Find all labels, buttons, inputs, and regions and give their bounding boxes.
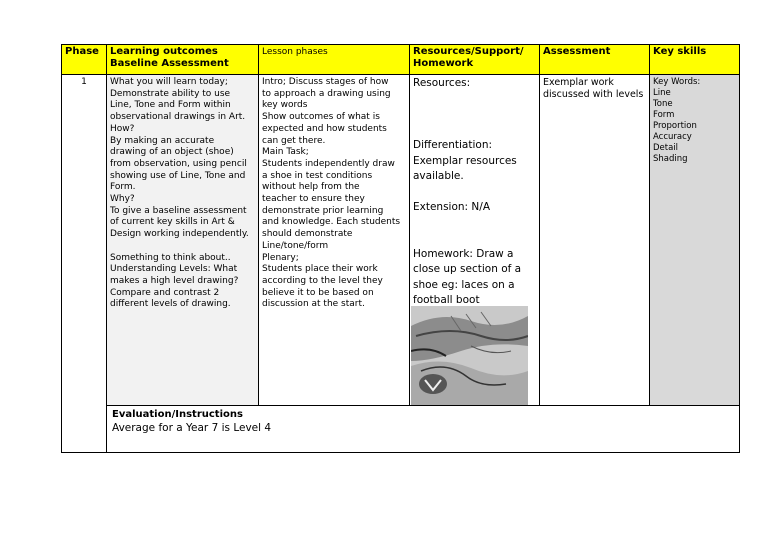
- evaluation-text: Average for a Year 7 is Level 4: [112, 422, 272, 434]
- header-resources: Resources/Support/ Homework: [409, 44, 540, 75]
- resources-label: Resources:: [413, 77, 471, 89]
- resources-body: Differentiation: Exemplar resources available. Extension: N/A Homework: Draw a close up section of a shoe eg: laces on a football boot: [413, 139, 522, 306]
- header-phase: Phase: [61, 44, 107, 75]
- shoe-drawing-image: [411, 306, 528, 405]
- header-assessment: Assessment: [539, 44, 650, 75]
- evaluation-title: Evaluation/Instructions: [112, 409, 243, 420]
- header-key-skills: Key skills: [649, 44, 740, 75]
- header-lesson-phases: Lesson phases: [258, 44, 410, 75]
- learning-outcomes-cell: What you will learn today; Demonstrate ability to use Line, Tone and Form within observational drawings in Art. How? By making an accurate drawing of an object (shoe) from observation, using pencil showing use of Line, Tone and Form. Why? To give a baseline assessment of current key skills in Art & Design working independently. Something to think about.. Understanding Levels: What makes a high level drawing? Compare and contrast 2 different levels of drawing.: [106, 74, 259, 406]
- header-learning-outcomes: Learning outcomes Baseline Assessment: [106, 44, 259, 75]
- key-skills-cell: Key Words: Line Tone Form Proportion Accuracy Detail Shading: [649, 74, 740, 406]
- assessment-cell: Exemplar work discussed with levels: [539, 74, 650, 406]
- phase-number: 1: [61, 74, 107, 453]
- evaluation-cell: [106, 405, 740, 453]
- lesson-phases-cell: Intro; Discuss stages of how to approach a drawing using key words Show outcomes of what is expected and how students can get there. Main Task; Students independently draw a shoe in test conditions without help from the teacher to ensure they demonstrate prior learning and knowledge. Each students should demonstrate Line/tone/form Plenary; Students place their work according to the level they believe it to be based on discussion at the start.: [258, 74, 410, 406]
